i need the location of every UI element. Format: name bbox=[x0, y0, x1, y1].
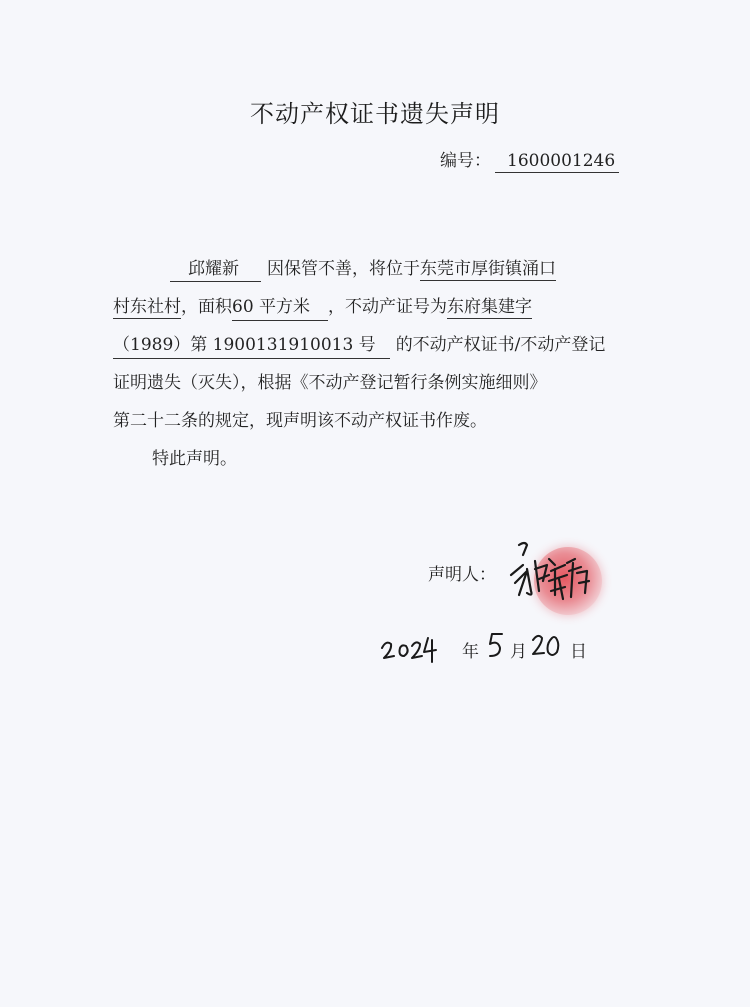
body-line-1 bbox=[170, 257, 556, 282]
body-text-1: 因保管不善，将位于 bbox=[267, 259, 420, 279]
declarant-label: 声明人： bbox=[428, 565, 496, 585]
handwritten-signature bbox=[505, 535, 595, 615]
number-label: 编号： bbox=[440, 151, 491, 171]
document-title: 不动产权证书遗失声明 bbox=[250, 100, 500, 128]
body-text-4: 的不动产权证书/不动产登记 bbox=[395, 335, 606, 355]
cert-prefix: 东府集建字 bbox=[447, 297, 533, 317]
body-text-3: ，不动产证号为 bbox=[328, 297, 448, 317]
body-line-5: 第二十二条的规定，现声明该不动产权证书作废。 bbox=[113, 411, 487, 431]
location-line-2: 村东社村 bbox=[113, 297, 181, 317]
owner-name: 邱耀新 bbox=[170, 257, 261, 282]
body-line-2 bbox=[113, 295, 532, 321]
body-text-2: ，面积 bbox=[181, 297, 232, 317]
closing-text: 特此声明。 bbox=[152, 449, 237, 469]
body-line-4: 证明遗失（灭失），根据《不动产登记暂行条例实施细则》 bbox=[113, 373, 547, 393]
handwritten-day bbox=[530, 630, 564, 660]
day-label: 日 bbox=[570, 642, 587, 662]
handwritten-month bbox=[484, 630, 506, 660]
month-label: 月 bbox=[510, 642, 527, 662]
location-line-1: 东莞市厚街镇涌口 bbox=[420, 259, 556, 279]
cert-number: （1989）第 1900131910013 号 bbox=[113, 333, 390, 359]
number-value: 1600001246 bbox=[495, 151, 619, 173]
document-number bbox=[440, 146, 619, 173]
area-value: 60 平方米 bbox=[232, 295, 328, 321]
declaration-date bbox=[378, 628, 618, 668]
body-line-3 bbox=[113, 333, 605, 359]
year-label: 年 bbox=[462, 642, 479, 662]
handwritten-year bbox=[378, 628, 440, 664]
